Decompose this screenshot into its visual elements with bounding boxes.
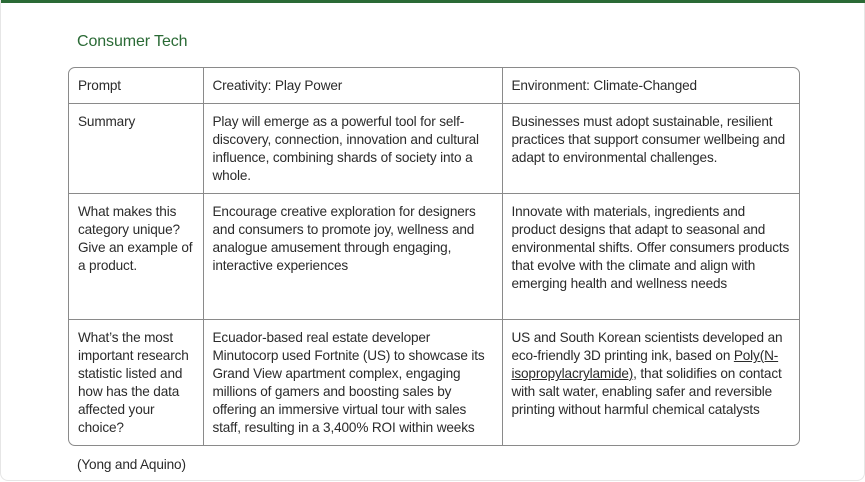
accent-top-bar	[1, 0, 865, 3]
header-prompt: Prompt	[69, 68, 203, 104]
cell-creativity: Ecuador-based real estate developer Minutocorp used Fortnite (US) to showcase its Grand View apartment complex, engaging millions of gamers and boosting sales by offering an immersive virtual tour with sales staff, resulting in a 3,400% ROI within weeks	[203, 320, 502, 446]
cell-creativity: Encourage creative exploration for designers and consumers to promote joy, wellness and analogue amusement through engaging, interactive experiences	[203, 194, 502, 320]
environment-text-before: US and South Korean scientists developed an eco-friendly 3D printing ink, based on	[511, 330, 783, 363]
section-title: Consumer Tech	[77, 33, 188, 50]
cell-prompt: Summary	[69, 104, 203, 194]
table-row-statistic	[69, 320, 799, 446]
cell-environment: Businesses must adopt sustainable, resilient practices that support consumer wellbeing and adapt to environmental challenges.	[502, 104, 799, 194]
table-row-unique	[69, 194, 799, 320]
cell-prompt: What’s the most important research statistic listed and how has the data affected your choice?	[69, 320, 203, 446]
cell-environment	[502, 320, 799, 446]
cell-prompt: What makes this category unique? Give an example of a product.	[69, 194, 203, 320]
table-header-row	[69, 68, 799, 104]
cell-environment: Innovate with materials, ingredients and product designs that adapt to seasonal and environmental shifts. Offer consumers products that evolve with the climate and align with emerging health and wellness needs	[502, 194, 799, 320]
cell-creativity: Play will emerge as a powerful tool for self-discovery, connection, innovation and cultural influence, combining shards of society into a whole.	[203, 104, 502, 194]
environment-text-after: , that solidifies on contact with salt water, enabling safer and reversible printing without harmful chemical catalysts	[511, 366, 782, 417]
table-row-summary	[69, 104, 799, 194]
header-creativity: Creativity: Play Power	[203, 68, 502, 104]
poly-nipam-link[interactable]: Poly(N-isopropylacrylamide)	[511, 348, 779, 381]
citation-footnote: (Yong and Aquino)	[77, 457, 186, 472]
header-environment: Environment: Climate-Changed	[502, 68, 799, 104]
comparison-table	[68, 67, 800, 446]
